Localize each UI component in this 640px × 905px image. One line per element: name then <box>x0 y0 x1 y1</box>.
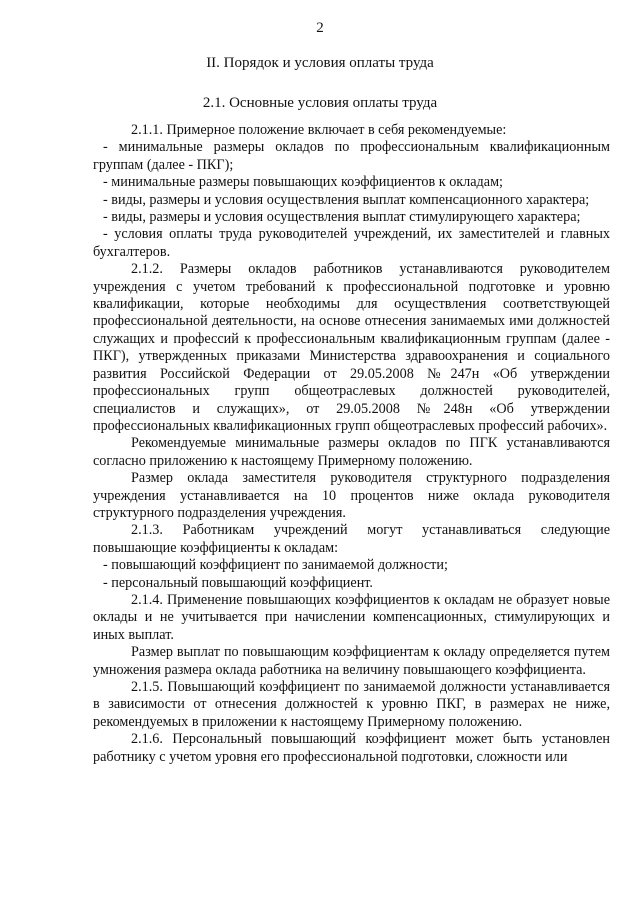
paragraph-2-1-5: 2.1.5. Повышающий коэффициент по занимаемой должности устанавливается в зависимости от отнесения должностей к уровню ПКГ, в размерах не ниже, рекомендуемых в приложении к настоящему Примерному положению. <box>93 679 610 730</box>
subsection-title: 2.1. Основные условия оплаты труда <box>202 95 438 111</box>
list-item: - повышающий коэффициент по занимаемой должности; <box>103 557 448 574</box>
paragraph-2-1-6: 2.1.6. Персональный повышающий коэффициент может быть установлен работнику с учетом уровня его профессиональной подготовки, сложности или <box>93 731 610 765</box>
list-item: - персональный повышающий коэффициент. <box>103 574 373 591</box>
paragraph-2-1-2: 2.1.2. Размеры окладов работников устанавливаются руководителем учреждения с учетом требований к профессиональной подготовке и уровню квалификации, которые необходимы для осуществления соответствующей профессиональной деятельности, на основе отнесения занимаемых ими должностей служащих и профессий к профессиональным квалификационным группам (далее - ПКГ), утвержденных приказами Министерства здравоохранения и социального развития Российской Федерации от 29.05.2008 №247н «Об утверждении профессиональных групп общеотраслевых должностей руководителей, специалистов и служащих», от 29.05.2008 №248н «Об утверждении профессиональных квалификационных групп общеотраслевых профессий рабочих». <box>93 261 610 434</box>
list-item: - условия оплаты труда руководителей учреждений, их заместителей и главных бухгалтеров. <box>93 226 610 260</box>
list-item: - виды, размеры и условия осуществления выплат компенсационного характера; <box>103 191 590 208</box>
list-item: - минимальные размеры окладов по профессиональным квалификационным группам (далее - ПКГ); <box>93 139 610 173</box>
paragraph: Рекомендуемые минимальные размеры окладов по ПГК устанавливаются согласно приложению к настоящему Примерному положению. <box>93 435 610 469</box>
paragraph: Размер выплат по повышающим коэффициентам к окладу определяется путем умножения размера оклада работника на величину повышающего коэффициента. <box>93 644 610 678</box>
section-title: II. Порядок и условия оплаты труда <box>206 55 434 71</box>
paragraph-2-1-3: 2.1.3. Работникам учреждений могут устанавливаться следующие повышающие коэффициенты к окладам: <box>93 522 610 556</box>
page-number: 2 <box>316 20 324 36</box>
paragraph-2-1-1: 2.1.1. Примерное положение включает в себя рекомендуемые: <box>131 122 507 138</box>
paragraph-2-1-4: 2.1.4. Применение повышающих коэффициентов к окладам не образует новые оклады и не учитывается при начислении компенсационных, стимулирующих и иных выплат. <box>93 591 610 643</box>
list-item: - виды, размеры и условия осуществления выплат стимулирующего характера; <box>103 209 581 226</box>
body-text <box>93 122 610 766</box>
paragraph: Размер оклада заместителя руководителя структурного подразделения учреждения устанавливается на 10 процентов ниже оклада руководителя структурного подразделения учреждения. <box>93 470 610 521</box>
list-item: - минимальные размеры повышающих коэффициентов к окладам; <box>103 174 503 191</box>
